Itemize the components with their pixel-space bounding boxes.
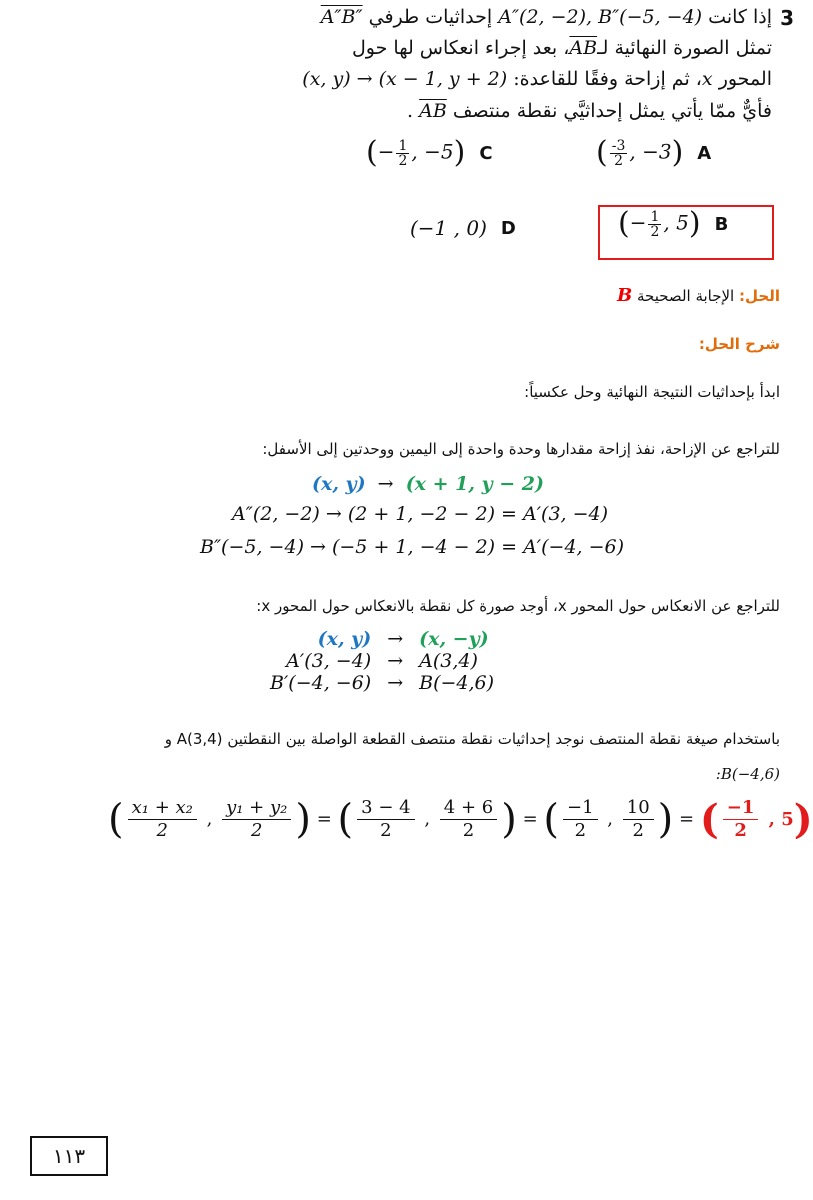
step-4-text: باستخدام صيغة نقطة المنتصف نوجد إحداثيات نقطة منتصف القطعة الواصلة بين النقطتين A(3,4) و	[164, 730, 780, 748]
translation-rule: (x, y) → (x − 1, y + 2)	[302, 68, 508, 90]
option-b-value: (− $\frac{1}{2}$ , 5)	[618, 206, 701, 241]
question-text: ، ثم إزاحة وفقًا للقاعدة:	[513, 68, 702, 90]
option-a-value: ( $\frac{-3}{2}$ , −3)	[596, 135, 684, 170]
question-line-4	[20, 96, 772, 126]
question-text: تمثل الصورة النهائية لـ	[597, 37, 772, 59]
answer-line	[20, 285, 780, 306]
question-text: المحور	[718, 68, 772, 90]
question-text: إحداثيات طرفي	[368, 6, 493, 28]
option-b[interactable]	[618, 206, 729, 241]
option-a[interactable]	[596, 135, 712, 170]
explanation-label: شرح الحل:	[698, 335, 780, 353]
question-text: بعد إجراء انعكاس لها حول	[352, 37, 558, 59]
question-number: 3	[780, 6, 794, 30]
option-b-letter: B	[714, 213, 729, 235]
translate-eq-a: A″(2, −2) → (2 + 1, −2 − 2) = A′(3, −4)	[232, 503, 609, 525]
option-c[interactable]	[366, 135, 493, 170]
question-line-1	[20, 2, 772, 32]
segment-label: $\overline{AB}$	[569, 37, 598, 59]
option-d-value: (−1 , 0)	[410, 216, 487, 240]
option-a-letter: A	[697, 142, 712, 164]
option-c-value: (− $\frac{1}{2}$ , −5)	[366, 135, 466, 170]
reflection-row: A′(3, −4) → A(3,4)	[286, 650, 478, 672]
reflection-row: B′(−4, −6) → B(−4,6)	[270, 672, 495, 694]
reflection-table	[262, 628, 502, 694]
option-c-letter: C	[479, 142, 493, 164]
segment-label: $\overline{AB}$	[419, 100, 447, 122]
page-number: ١١٣	[30, 1136, 108, 1176]
segment-label: A″B″	[320, 6, 363, 28]
midpoint-formula: ( $\frac{\text{x₁ + x₂}}{2}$ , $\frac{\text{y₁ + y₂}}{2}$ ) = ( $\frac{3 - 4}{2}$ , $\frac{4 + 6}{2}$ ) = ( $\frac{-1}{2}$ , $\frac{10}{2}$ ) = ( $\frac{-1}{2}$ , 5)	[108, 795, 813, 843]
question-line-3	[20, 64, 772, 94]
question-text: إذا كانت	[708, 6, 772, 28]
question-text: فأيٌّ ممّا يأتي يمثل إحداثيَّي نقطة منتصف	[452, 100, 772, 122]
question-line-2: تمثل الصورة النهائية $لـ\overline{AB}،$ بعد إجراء انعكاس لها حول	[352, 37, 772, 59]
translate-eq-b: B″(−5, −4) → (−5 + 1, −4 − 2) = A′(−4, −6)	[200, 536, 625, 558]
option-d-letter: D	[500, 217, 516, 239]
question-text: .	[407, 100, 414, 122]
reflection-row: (x, y) → (x, −y)	[317, 628, 489, 650]
step-4-text-cont: :B(−4,6)	[715, 765, 780, 783]
option-d[interactable]	[410, 216, 516, 240]
translate-rule: (x, y) → (x + 1, y − 2)	[312, 473, 545, 495]
axis-var: x	[701, 68, 713, 90]
step-1-text: ابدأ بإحداثيات النتيجة النهائية وحل عكسياً:	[524, 383, 780, 401]
answer-text: الإجابة الصحيحة	[637, 287, 735, 305]
answer-label: الحل:	[739, 287, 780, 305]
answer-letter: B	[617, 285, 633, 306]
step-3-text: للتراجع عن الانعكاس حول المحور x، أوجد صورة كل نقطة بالانعكاس حول المحور x:	[256, 597, 780, 615]
question-coords: A″(2, −2), B″(−5, −4)	[498, 6, 703, 28]
step-2-text: للتراجع عن الإزاحة، نفذ إزاحة مقدارها وحدة واحدة إلى اليمين ووحدتين إلى الأسفل:	[262, 440, 780, 458]
